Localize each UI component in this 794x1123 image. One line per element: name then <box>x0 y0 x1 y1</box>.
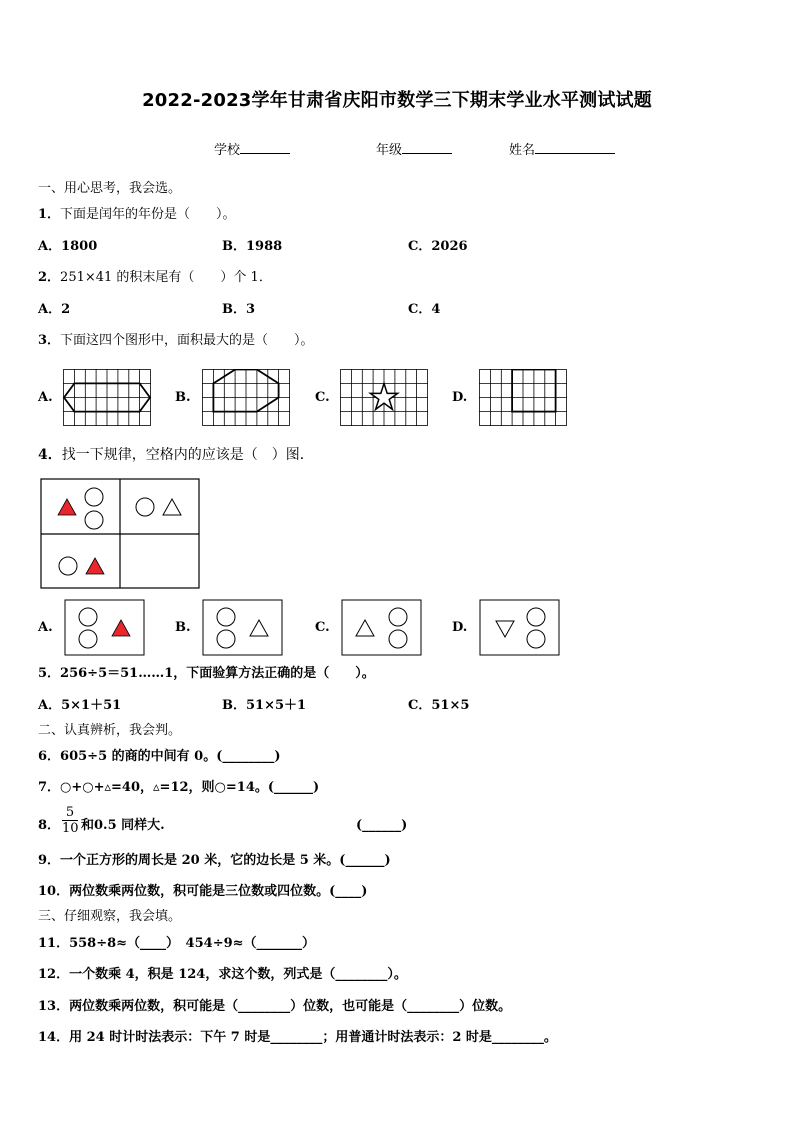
name-label: 姓名 <box>509 143 536 158</box>
q3-option-c-label[interactable]: C. <box>315 390 330 405</box>
q2-option-c[interactable]: C．4 <box>408 302 441 317</box>
q10-text: 两位数乘两位数，积可能是三位数或四位数。(____) <box>69 884 368 899</box>
q2-option-a[interactable]: A．2 <box>38 302 71 317</box>
question-13 <box>38 998 511 1016</box>
q1-option-a[interactable]: A．1800 <box>38 239 98 254</box>
q4-option-d-box[interactable] <box>479 599 561 657</box>
q3-option-d-label[interactable]: D. <box>452 390 468 405</box>
circle-icon <box>217 630 235 648</box>
page-title: 2022-2023学年甘肃省庆阳市数学三下期末学业水平测试试题 <box>142 90 652 111</box>
q5-number: 5． <box>38 666 61 681</box>
q8-answer-blank[interactable]: (______) <box>356 818 408 833</box>
triangle-icon <box>250 620 268 636</box>
q6-text: 605÷5 的商的中间有 0。(________) <box>60 749 281 764</box>
circle-icon <box>527 608 545 626</box>
q13-number: 13． <box>38 999 70 1014</box>
q13-text: 两位数乘两位数，积可能是（________）位数，也可能是（________）位数。 <box>69 999 512 1014</box>
question-10 <box>38 883 367 901</box>
q8-number: 8． <box>38 818 61 833</box>
school-label: 学校 <box>214 143 241 158</box>
circle-icon <box>85 488 103 506</box>
question-11 <box>38 935 315 953</box>
q12-text: 一个数乘 4，积是 124，求这个数，列式是（________）。 <box>69 967 407 982</box>
q2-option-b[interactable]: B．3 <box>222 302 256 317</box>
q3-option-a-label[interactable]: A. <box>38 390 53 405</box>
q4-option-c-box[interactable] <box>341 599 423 657</box>
q3-option-a-grid[interactable] <box>63 369 152 427</box>
q2-number: 2． <box>38 270 61 285</box>
q8-numerator: 5 <box>65 805 75 820</box>
triangle-icon <box>356 620 374 636</box>
circle-icon <box>389 630 407 648</box>
question-1 <box>38 206 236 224</box>
q6-number: 6． <box>38 749 61 764</box>
q3-option-c-grid[interactable] <box>340 369 429 427</box>
school-field <box>214 141 290 160</box>
inverted-triangle-icon <box>496 621 514 637</box>
q9-text: 一个正方形的周长是 20 米，它的边长是 5 米。(______) <box>60 853 391 868</box>
question-4 <box>38 446 314 464</box>
circle-icon <box>527 630 545 648</box>
section-1-heading: 一、用心思考，我会选。 <box>38 181 182 196</box>
q8-denominator: 10 <box>62 821 79 836</box>
circle-icon <box>79 608 97 626</box>
question-9 <box>38 852 391 870</box>
q14-text: 用 24 时计时法表示：下午 7 时是________；用普通计时法表示：2 时是________。 <box>69 1030 557 1045</box>
grade-label: 年级 <box>376 143 403 158</box>
q1-option-c[interactable]: C．2026 <box>408 239 468 254</box>
circle-icon <box>136 498 154 516</box>
question-6 <box>38 748 281 766</box>
q5-option-c[interactable]: C．51×5 <box>408 698 470 713</box>
q4-option-a-box[interactable] <box>64 599 146 657</box>
q3-option-d-grid[interactable] <box>479 369 568 427</box>
grade-blank[interactable] <box>402 141 452 154</box>
school-blank[interactable] <box>240 141 290 154</box>
question-2 <box>38 269 272 287</box>
red-triangle-icon <box>58 499 76 515</box>
q7-number: 7． <box>38 780 61 795</box>
q4-option-b-box[interactable] <box>202 599 284 657</box>
q4-option-c-label[interactable]: C. <box>315 620 330 635</box>
q3-option-b-label[interactable]: B. <box>175 390 191 405</box>
section-3-heading: 三、仔细观察，我会填。 <box>38 909 182 924</box>
q1-text: 下面是闰年的年份是（ ）。 <box>60 207 236 222</box>
grade-field <box>376 141 452 160</box>
q5-option-b[interactable]: B．51×5＋1 <box>222 698 307 713</box>
q3-text: 下面这四个图形中，面积最大的是（ ）。 <box>60 333 314 348</box>
question-12 <box>38 966 407 984</box>
q4-pattern-grid <box>40 478 201 590</box>
q9-number: 9． <box>38 853 61 868</box>
q4-text: 找一下规律，空格内的应该是（ ）图． <box>61 447 314 463</box>
name-blank[interactable] <box>535 141 615 154</box>
q4-option-d-label[interactable]: D. <box>452 620 468 635</box>
circle-icon <box>59 557 77 575</box>
q4-option-b-label[interactable]: B. <box>175 620 191 635</box>
circle-icon <box>79 630 97 648</box>
q11-number: 11． <box>38 936 70 951</box>
q3-number: 3． <box>38 333 61 348</box>
name-field <box>509 141 615 160</box>
question-5 <box>38 665 375 683</box>
q8-text: 和0.5 同样大. <box>81 818 165 833</box>
circle-icon <box>389 608 407 626</box>
q7-text: ○+○+▵=40，▵=12，则○=14。(______) <box>60 780 320 795</box>
q11-text: 558÷8≈（____） 454÷9≈（_______） <box>69 936 316 951</box>
triangle-icon <box>163 499 181 515</box>
red-triangle-icon <box>112 620 130 636</box>
q2-text: 251×41 的积末尾有（ ）个 1． <box>60 270 272 285</box>
q10-number: 10． <box>38 884 70 899</box>
question-14 <box>38 1029 557 1047</box>
q5-text: 256÷5＝51……1，下面验算方法正确的是（ ）。 <box>60 666 375 681</box>
q1-option-b[interactable]: B．1988 <box>222 239 283 254</box>
q4-option-a-label[interactable]: A. <box>38 620 53 635</box>
q5-option-a[interactable]: A．5×1＋51 <box>38 698 122 713</box>
q8-fraction <box>62 805 78 836</box>
q1-number: 1． <box>38 207 61 222</box>
question-7 <box>38 779 319 797</box>
circle-icon <box>85 511 103 529</box>
red-triangle-icon <box>86 558 104 574</box>
q12-number: 12． <box>38 967 70 982</box>
circle-icon <box>217 608 235 626</box>
q4-number: 4． <box>38 447 62 463</box>
section-2-heading: 二、认真辨析，我会判。 <box>38 723 182 738</box>
q3-option-b-grid[interactable] <box>202 369 291 427</box>
question-3 <box>38 332 314 350</box>
q14-number: 14． <box>38 1030 70 1045</box>
